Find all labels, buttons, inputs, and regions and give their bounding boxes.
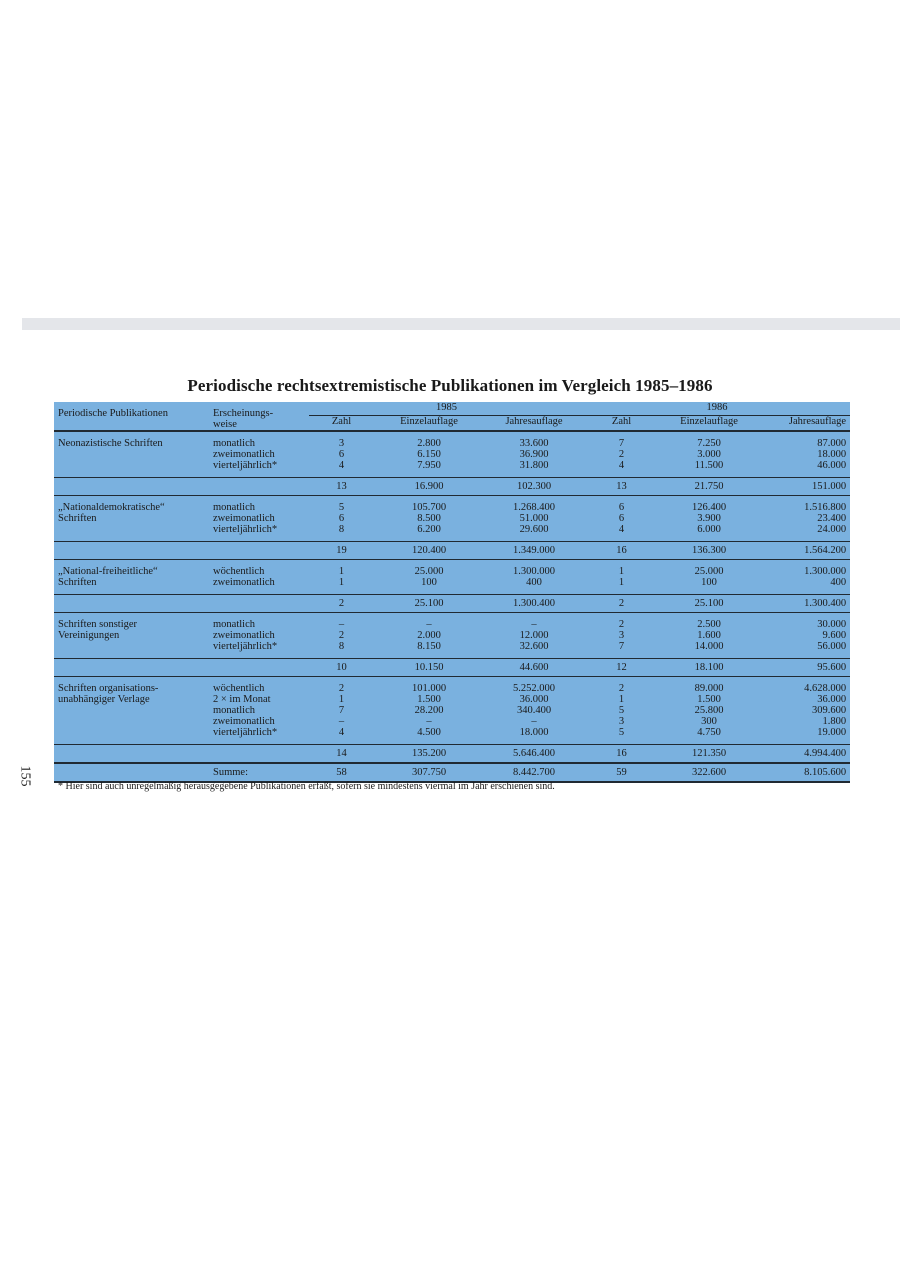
subtotal-count-1986: 16 (584, 745, 659, 764)
count-1985-cell: 6 (338, 513, 345, 524)
category-label: Schriften organisations- unabhängiger Verlage (58, 683, 159, 705)
subtotal-spacer (209, 745, 309, 764)
header-row-years (54, 402, 850, 416)
single-1985-cell: 6.200 (417, 524, 441, 535)
frequency-cell: zweimonatlich (213, 716, 275, 727)
count-1985-cell: 8 (338, 641, 345, 652)
subtotal-single-1986: 25.100 (659, 595, 759, 613)
subtotal-spacer (54, 478, 209, 496)
table-body (54, 431, 850, 763)
annual-1986-cell: 400 (830, 577, 847, 588)
single-1985-cell: 100 (421, 577, 437, 588)
subtotal-annual-1986: 95.600 (759, 659, 850, 677)
frequency-cell: monatlich (213, 619, 255, 630)
subtotal-row (54, 595, 850, 613)
publications-table (54, 402, 850, 783)
count-1986-cell: 3 (618, 716, 625, 727)
annual-1985-cell: 29.600 (519, 524, 549, 535)
single-1985-cell: – (426, 716, 432, 727)
subtotal-count-1985: 10 (309, 659, 374, 677)
header-count-1985: Zahl (309, 416, 374, 431)
subtotal-single-1985: 25.100 (374, 595, 484, 613)
count-1986-cell: 7 (618, 641, 625, 652)
single-1985-cell: – (426, 619, 432, 630)
annual-1986-cell: 23.400 (817, 513, 847, 524)
count-1985-cell: 7 (338, 705, 345, 716)
subtotal-count-1985: 2 (309, 595, 374, 613)
subtotal-spacer (209, 595, 309, 613)
subtotal-single-1985: 16.900 (374, 478, 484, 496)
total-spacer (54, 763, 209, 782)
subtotal-spacer (209, 659, 309, 677)
annual-1986-cell: 9.600 (822, 630, 847, 641)
table-row (54, 431, 850, 449)
single-1986-cell: 25.800 (694, 705, 724, 716)
subtotal-annual-1986: 1.564.200 (759, 542, 850, 560)
count-1986-cell: 4 (618, 460, 625, 471)
annual-1985-cell: – (531, 619, 537, 630)
annual-1986-cell: 46.000 (817, 460, 847, 471)
total-single-1985: 307.750 (374, 763, 484, 782)
count-1985-cell: 4 (338, 727, 345, 738)
single-1986-cell: 2.500 (697, 619, 721, 630)
subtotal-single-1986: 21.750 (659, 478, 759, 496)
header-annual-1986: Jahresauflage (759, 416, 850, 431)
subtotal-count-1986: 2 (584, 595, 659, 613)
frequency-cell: vierteljährlich* (213, 524, 278, 535)
table-title: Periodische rechtsextremistische Publikationen im Vergleich 1985–1986 (187, 376, 713, 395)
subtotal-row (54, 478, 850, 496)
header-single-1986: Einzelauflage (659, 416, 759, 431)
annual-1986-cell: 19.000 (817, 727, 847, 738)
count-1985-cell: 2 (338, 683, 345, 694)
annual-1985-cell: 1.268.400 (513, 502, 556, 513)
count-1985-cell: – (338, 619, 345, 630)
table-row (54, 613, 850, 631)
frequency-cell: monatlich (213, 705, 255, 716)
subtotal-annual-1986: 4.994.400 (759, 745, 850, 764)
annual-1985-cell: – (531, 716, 537, 727)
table-row (54, 560, 850, 578)
subtotal-spacer (54, 659, 209, 677)
single-1986-cell: 3.900 (697, 513, 721, 524)
subtotal-single-1986: 121.350 (659, 745, 759, 764)
subtotal-spacer (209, 542, 309, 560)
subtotal-count-1986: 12 (584, 659, 659, 677)
single-1986-cell: 126.400 (691, 502, 727, 513)
count-1985-cell: 1 (338, 566, 345, 577)
frequency-cell: monatlich (213, 502, 255, 513)
single-1986-cell: 14.000 (694, 641, 724, 652)
frequency-cell: zweimonatlich (213, 630, 275, 641)
category-label: Neonazistische Schriften (58, 438, 163, 449)
subtotal-row (54, 659, 850, 677)
frequency-cell: vierteljährlich* (213, 727, 278, 738)
annual-1985-cell: 18.000 (519, 727, 549, 738)
count-1985-cell: 4 (338, 460, 345, 471)
annual-1986-cell: 18.000 (817, 449, 847, 460)
count-1985-cell: 6 (338, 449, 345, 460)
header-category: Periodische Publikationen (54, 402, 209, 431)
frequency-cell: wöchentlich (213, 566, 265, 577)
subtotal-annual-1985: 1.300.400 (484, 595, 584, 613)
annual-1985-cell: 51.000 (519, 513, 549, 524)
subtotal-single-1986: 18.100 (659, 659, 759, 677)
category-label: „National-freiheitliche“ Schriften (58, 566, 158, 588)
count-1986-cell: 5 (618, 705, 625, 716)
subtotal-single-1985: 135.200 (374, 745, 484, 764)
single-1986-cell: 89.000 (694, 683, 724, 694)
grand-total-row (54, 763, 850, 782)
single-1986-cell: 11.500 (694, 460, 724, 471)
frequency-cell: zweimonatlich (213, 449, 275, 460)
subtotal-annual-1985: 1.349.000 (484, 542, 584, 560)
category-label: Schriften sonstiger Vereinigungen (58, 619, 138, 641)
single-1985-cell: 1.500 (417, 694, 441, 705)
annual-1986-cell: 30.000 (817, 619, 847, 630)
count-1986-cell: 5 (618, 727, 625, 738)
count-1986-cell: 6 (618, 513, 625, 524)
table-row (54, 496, 850, 514)
subtotal-count-1985: 13 (309, 478, 374, 496)
top-scan-stripe (22, 318, 900, 330)
header-year-1986: 1986 (584, 402, 850, 416)
subtotal-spacer (54, 745, 209, 764)
single-1986-cell: 25.000 (694, 566, 724, 577)
frequency-cell: 2 × im Monat (213, 694, 271, 705)
count-1986-cell: 1 (618, 577, 625, 588)
subtotal-row (54, 745, 850, 764)
annual-1985-cell: 5.252.000 (513, 683, 556, 694)
annual-1986-cell: 1.300.000 (804, 566, 847, 577)
count-1986-cell: 7 (618, 438, 625, 449)
subtotal-single-1986: 136.300 (659, 542, 759, 560)
count-1985-cell: 2 (338, 630, 345, 641)
subtotal-count-1986: 16 (584, 542, 659, 560)
single-1985-cell: 105.700 (411, 502, 447, 513)
single-1985-cell: 8.150 (417, 641, 441, 652)
total-count-1985: 58 (309, 763, 374, 782)
single-1986-cell: 1.500 (697, 694, 721, 705)
count-1986-cell: 6 (618, 502, 625, 513)
frequency-cell: vierteljährlich* (213, 641, 278, 652)
frequency-cell: monatlich (213, 438, 255, 449)
annual-1986-cell: 309.600 (811, 705, 847, 716)
subtotal-row (54, 542, 850, 560)
count-1986-cell: 4 (618, 524, 625, 535)
frequency-cell: zweimonatlich (213, 513, 275, 524)
count-1985-cell: 5 (338, 502, 345, 513)
subtotal-count-1986: 13 (584, 478, 659, 496)
annual-1986-cell: 1.800 (822, 716, 847, 727)
single-1985-cell: 2.800 (417, 438, 441, 449)
category-label: „Nationaldemokratische“ Schriften (58, 502, 165, 524)
header-single-1985: Einzelauflage (374, 416, 484, 431)
single-1986-cell: 3.000 (697, 449, 721, 460)
single-1986-cell: 300 (701, 716, 717, 727)
header-frequency: Erscheinungs- weise (209, 402, 309, 431)
total-annual-1985: 8.442.700 (484, 763, 584, 782)
annual-1986-cell: 1.516.800 (804, 502, 847, 513)
annual-1985-cell: 340.400 (516, 705, 552, 716)
table-row (54, 677, 850, 695)
subtotal-spacer (54, 595, 209, 613)
annual-1985-cell: 32.600 (519, 641, 549, 652)
count-1985-cell: 1 (338, 694, 345, 705)
annual-1985-cell: 12.000 (519, 630, 549, 641)
frequency-cell: vierteljährlich* (213, 460, 278, 471)
single-1986-cell: 4.750 (697, 727, 721, 738)
annual-1985-cell: 36.000 (519, 694, 549, 705)
single-1985-cell: 101.000 (411, 683, 447, 694)
annual-1986-cell: 4.628.000 (804, 683, 847, 694)
single-1986-cell: 6.000 (697, 524, 721, 535)
footnote: * Hier sind auch unregelmäßig herausgegebene Publikationen erfaßt, sofern sie mindestens viermal im Jahr erschienen sind. (58, 781, 555, 792)
single-1985-cell: 25.000 (414, 566, 444, 577)
frequency-cell: wöchentlich (213, 683, 265, 694)
subtotal-single-1985: 120.400 (374, 542, 484, 560)
count-1986-cell: 3 (618, 630, 625, 641)
annual-1985-cell: 36.900 (519, 449, 549, 460)
subtotal-count-1985: 14 (309, 745, 374, 764)
count-1986-cell: 2 (618, 619, 625, 630)
count-1985-cell: – (338, 716, 345, 727)
header-annual-1985: Jahresauflage (484, 416, 584, 431)
annual-1985-cell: 400 (526, 577, 542, 588)
frequency-cell: zweimonatlich (213, 577, 275, 588)
total-label: Summe: (209, 763, 309, 782)
subtotal-annual-1985: 102.300 (484, 478, 584, 496)
single-1986-cell: 7.250 (697, 438, 721, 449)
subtotal-spacer (209, 478, 309, 496)
single-1986-cell: 100 (701, 577, 717, 588)
annual-1985-cell: 31.800 (519, 460, 549, 471)
single-1985-cell: 2.000 (417, 630, 441, 641)
annual-1986-cell: 56.000 (817, 641, 847, 652)
single-1985-cell: 28.200 (414, 705, 444, 716)
count-1986-cell: 2 (618, 683, 625, 694)
subtotal-annual-1985: 44.600 (484, 659, 584, 677)
header-count-1986: Zahl (584, 416, 659, 431)
single-1985-cell: 8.500 (417, 513, 441, 524)
annual-1985-cell: 33.600 (519, 438, 549, 449)
total-annual-1986: 8.105.600 (759, 763, 850, 782)
publications-table-panel (54, 402, 850, 783)
subtotal-annual-1986: 151.000 (759, 478, 850, 496)
count-1986-cell: 2 (618, 449, 625, 460)
subtotal-count-1985: 19 (309, 542, 374, 560)
header-year-1985: 1985 (309, 402, 584, 416)
page-number: 155 (17, 765, 33, 787)
annual-1986-cell: 36.000 (817, 694, 847, 705)
count-1986-cell: 1 (618, 694, 625, 705)
annual-1985-cell: 1.300.000 (513, 566, 556, 577)
count-1985-cell: 1 (338, 577, 345, 588)
single-1985-cell: 7.950 (417, 460, 441, 471)
subtotal-single-1985: 10.150 (374, 659, 484, 677)
count-1985-cell: 8 (338, 524, 345, 535)
single-1985-cell: 4.500 (417, 727, 441, 738)
total-count-1986: 59 (584, 763, 659, 782)
total-single-1986: 322.600 (659, 763, 759, 782)
subtotal-annual-1986: 1.300.400 (759, 595, 850, 613)
subtotal-spacer (54, 542, 209, 560)
annual-1986-cell: 24.000 (817, 524, 847, 535)
single-1985-cell: 6.150 (417, 449, 441, 460)
annual-1986-cell: 87.000 (817, 438, 847, 449)
count-1986-cell: 1 (618, 566, 625, 577)
single-1986-cell: 1.600 (697, 630, 721, 641)
count-1985-cell: 3 (338, 438, 345, 449)
subtotal-annual-1985: 5.646.400 (484, 745, 584, 764)
